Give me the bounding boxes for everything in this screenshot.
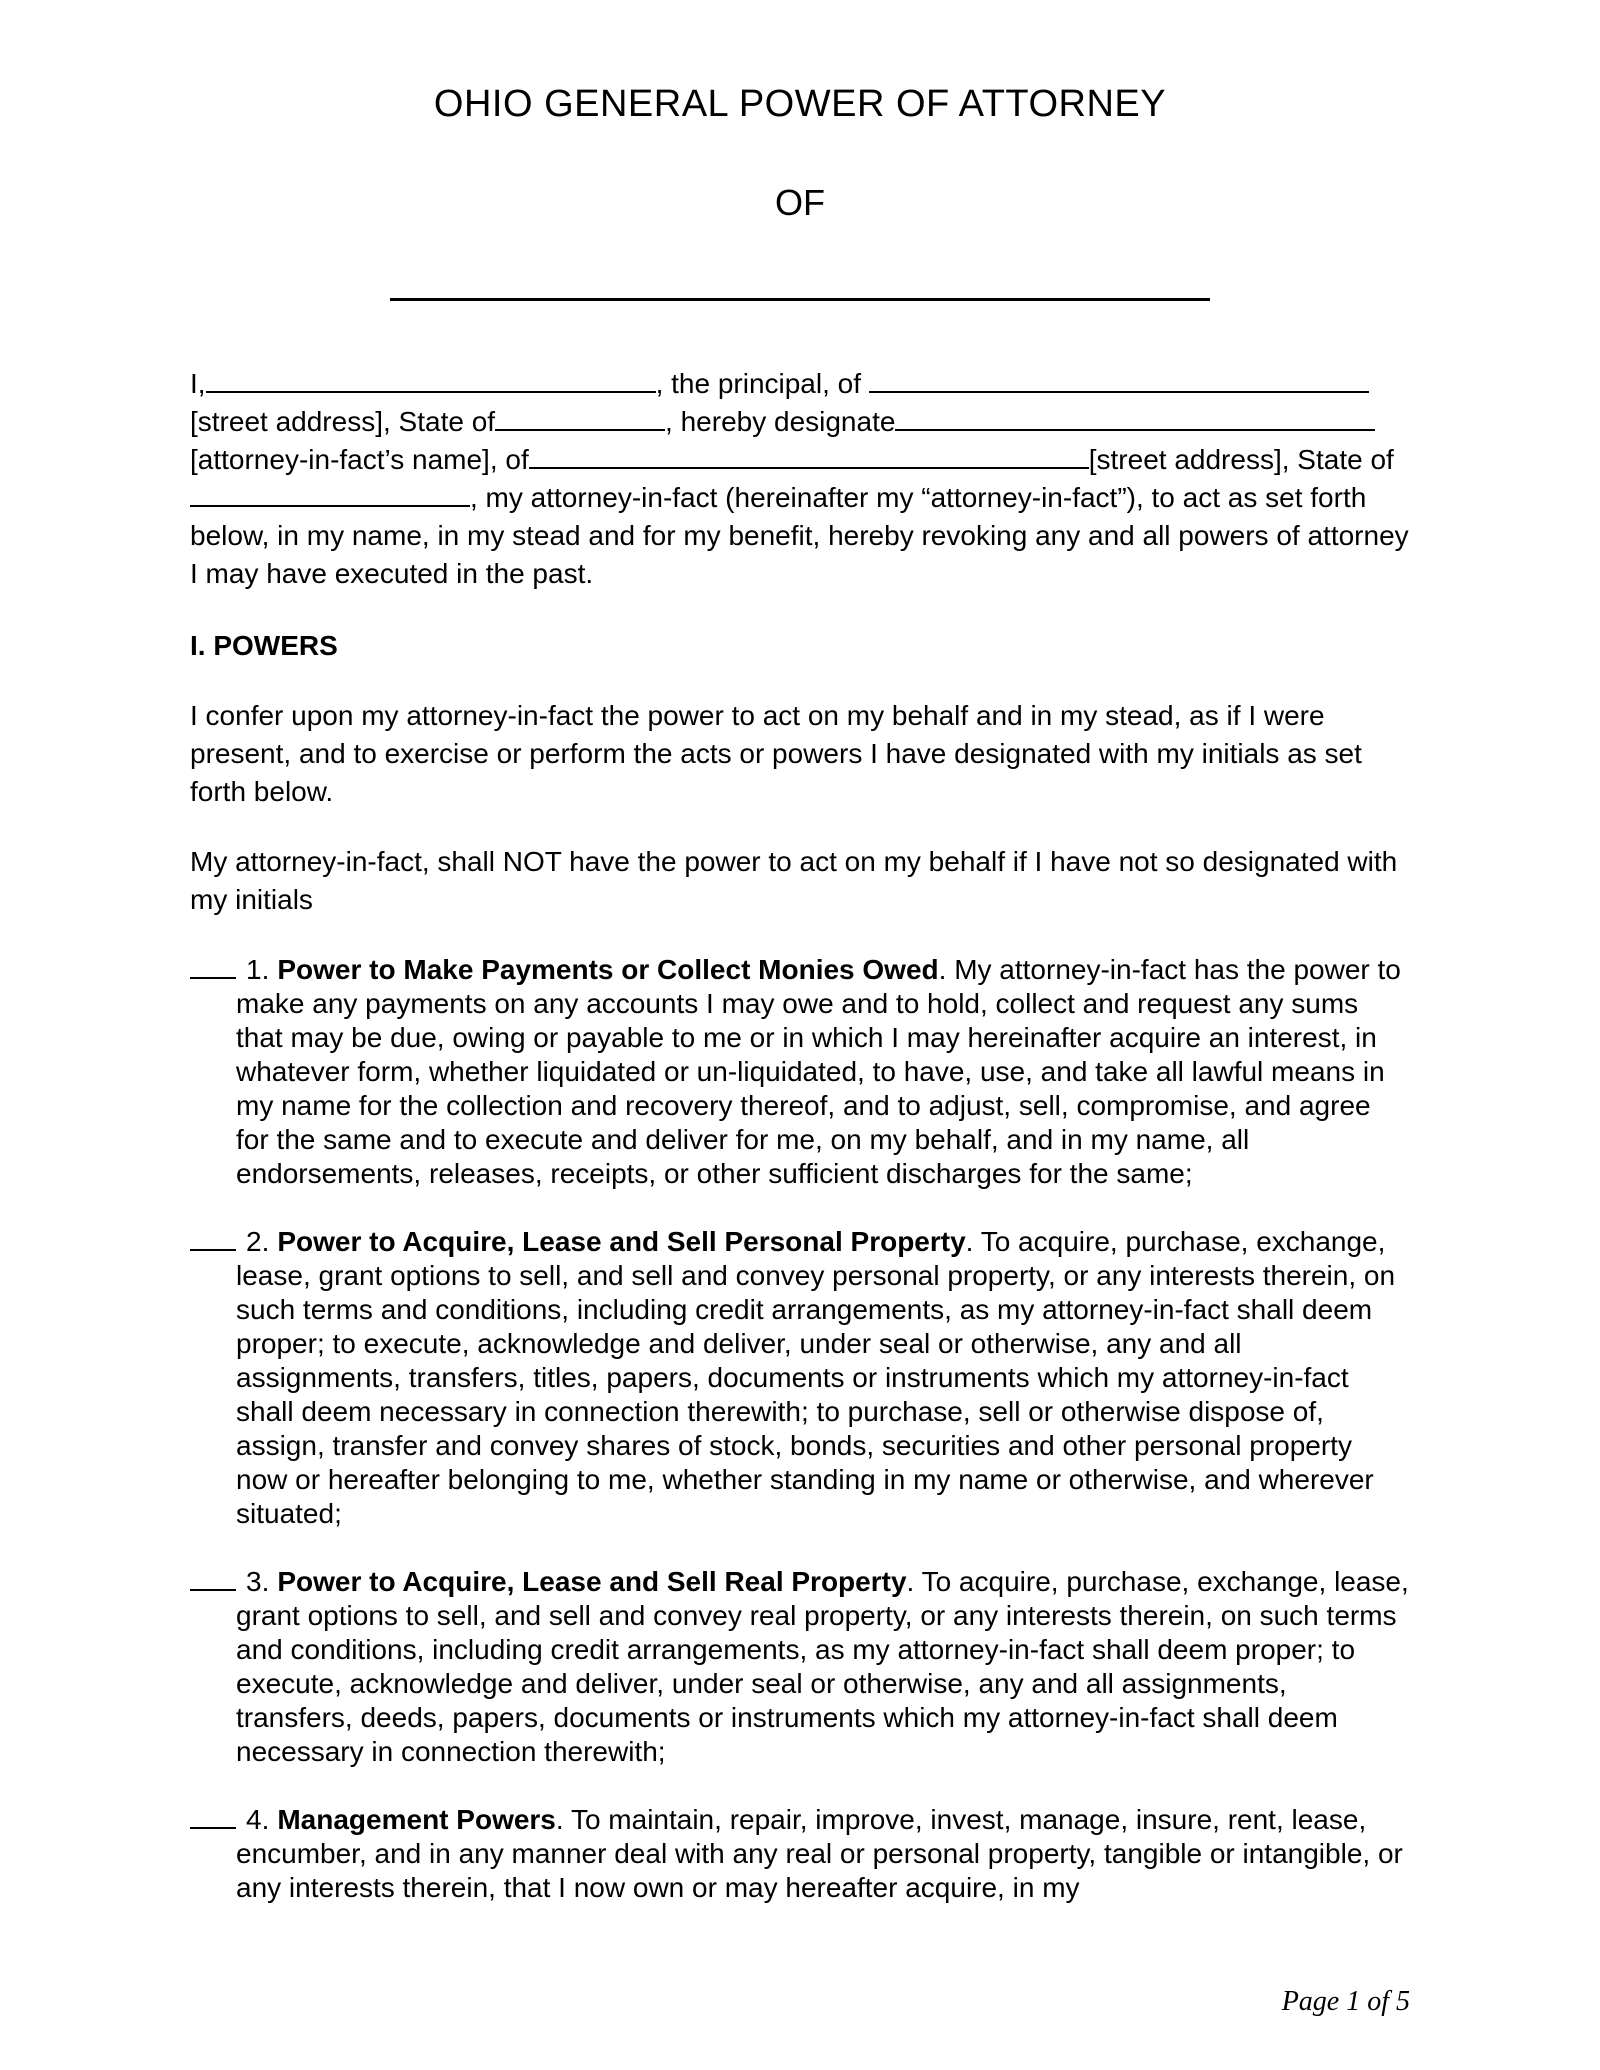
- power-item-3: [190, 1563, 1410, 1769]
- power-item-1-number: 1.: [246, 954, 270, 985]
- power-item-1-body: . My attorney-in-fact has the power to make any payments on any accounts I may owe and to hold, collect and request any sums that may be due, owing or payable to me or in which I may hereinafter acquire an interest, in whatever form, whether liquidated or un-liquidated, to have, use, and take all lawful means in my name for the collection and recovery thereof, and to adjust, sell, compromise, and agree for the same and to execute and deliver for me, on my behalf, and in my name, all endorsements, releases, receipts, or other sufficient discharges for the same;: [236, 954, 1401, 1189]
- opening-text-4: , hereby designate: [665, 406, 896, 437]
- powers-intro-paragraph-2: My attorney-in-fact, shall NOT have the power to act on my behalf if I have not so designated with my initials: [190, 846, 1398, 915]
- power-item-4-body: . To maintain, repair, improve, invest, manage, insure, rent, lease, encumber, and in any manner deal with any real or personal property, tangible or intangible, or any interests therein, that I now own or may hereafter acquire, in my: [236, 1804, 1403, 1903]
- opening-text-1: I,: [190, 368, 206, 399]
- page-number: Page 1 of 5: [1281, 1986, 1410, 2017]
- powers-intro-paragraph-1: I confer upon my attorney-in-fact the power to act on my behalf and in my stead, as if I were present, and to exercise or perform the acts or powers I have designated with my initials as set forth below.: [190, 700, 1362, 807]
- opening-paragraph: [190, 365, 1410, 593]
- opening-text-2: , the principal, of: [655, 368, 869, 399]
- power-item-3-body: . To acquire, purchase, exchange, lease, grant options to sell, and sell and convey real property, or any interests therein, on such terms and conditions, including credit arrangements, as my attorney-in-fact shall deem proper; to execute, acknowledge and deliver, under seal or otherwise, any and all assignments, transfers, deeds, papers, documents or instruments which my attorney-in-fact shall deem necessary in connection therewith;: [236, 1566, 1409, 1767]
- principal-state-blank[interactable]: [495, 403, 665, 431]
- power-item-4: [190, 1801, 1410, 1905]
- principal-name-blank[interactable]: [206, 365, 656, 393]
- powers-section-heading: I. POWERS: [190, 630, 338, 661]
- initials-blank-2[interactable]: [190, 1223, 236, 1251]
- power-item-1-title: Power to Make Payments or Collect Monies Owed: [277, 954, 939, 985]
- document-title: OHIO GENERAL POWER OF ATTORNEY: [433, 83, 1167, 125]
- initials-blank-1[interactable]: [190, 951, 236, 979]
- initials-blank-4[interactable]: [190, 1801, 236, 1829]
- power-item-2-body: . To acquire, purchase, exchange, lease, grant options to sell, and sell and convey personal property, or any interests therein, on such terms and conditions, including credit arrangements, as my attorney-in-fact shall deem proper; to execute, acknowledge and deliver, under seal or otherwise, any and all assignments, transfers, titles, papers, documents or instruments which my attorney-in-fact shall deem necessary in connection therewith; to purchase, sell or otherwise dispose of, assign, transfer and convey shares of stock, bonds, securities and other personal property now or hereafter belonging to me, whether standing in my name or otherwise, and wherever situated;: [236, 1226, 1396, 1529]
- attorney-in-fact-state-blank[interactable]: [190, 479, 470, 507]
- power-item-3-title: Power to Acquire, Lease and Sell Real Property: [277, 1566, 907, 1597]
- document-header: [190, 82, 1410, 301]
- document-subtitle-of: OF: [775, 182, 825, 223]
- initials-blank-3[interactable]: [190, 1563, 236, 1591]
- power-item-4-number: 4.: [246, 1804, 270, 1835]
- opening-text-5: [attorney-in-fact’s name], of: [190, 444, 529, 475]
- power-item-2: [190, 1223, 1410, 1531]
- attorney-in-fact-street-address-blank[interactable]: [529, 441, 1089, 469]
- opening-text-7: , my attorney-in-fact (hereinafter my “attorney-in-fact”), to act as set forth below, in my name, in my stead and for my benefit, hereby revoking any and all powers of attorney I may have executed in the past.: [190, 482, 1409, 589]
- power-item-3-number: 3.: [246, 1566, 270, 1597]
- opening-text-6: [street address], State of: [1088, 444, 1394, 475]
- attorney-in-fact-name-blank[interactable]: [895, 403, 1375, 431]
- power-item-1: [190, 951, 1410, 1191]
- power-item-2-number: 2.: [246, 1226, 270, 1257]
- power-item-2-title: Power to Acquire, Lease and Sell Personal Property: [277, 1226, 966, 1257]
- principal-name-title-blank[interactable]: [390, 298, 1210, 301]
- opening-text-3: [street address], State of: [190, 406, 496, 437]
- principal-street-address-blank[interactable]: [869, 365, 1369, 393]
- power-item-4-title: Management Powers: [277, 1804, 556, 1835]
